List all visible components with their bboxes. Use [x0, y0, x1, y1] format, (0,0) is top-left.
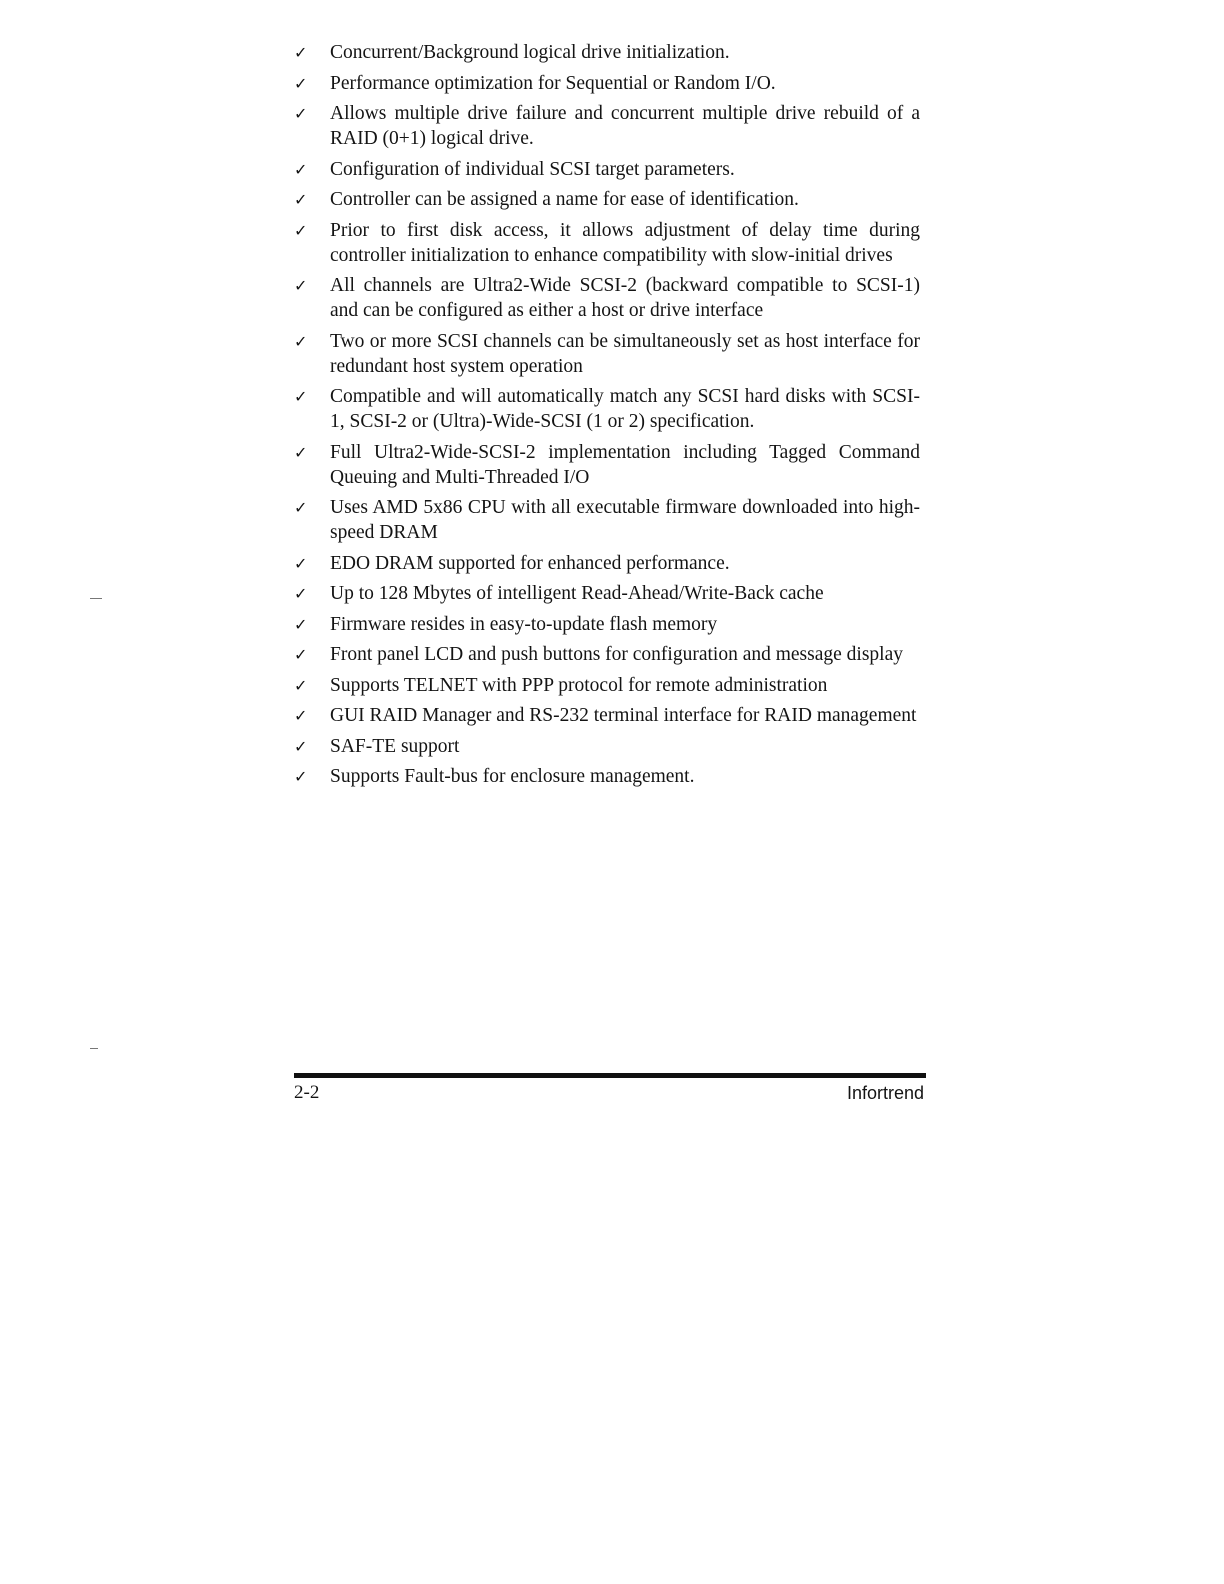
feature-item	[294, 187, 920, 212]
checkmark-icon: ✓	[294, 159, 308, 179]
feature-item	[294, 218, 920, 268]
feature-text: Controller can be assigned a name for ease of identification.	[330, 189, 799, 210]
feature-item	[294, 703, 920, 728]
feature-item	[294, 734, 920, 759]
feature-text: Concurrent/Background logical drive initialization.	[330, 42, 730, 63]
feature-item	[294, 581, 920, 606]
checkmark-icon: ✓	[294, 553, 308, 573]
scan-speck	[90, 1048, 98, 1049]
checkmark-icon: ✓	[294, 387, 308, 406]
feature-item	[294, 612, 920, 637]
feature-text: EDO DRAM supported for enhanced performance.	[330, 552, 730, 574]
feature-item	[294, 273, 920, 323]
checkmark-icon: ✓	[294, 43, 308, 62]
feature-text: Allows multiple drive failure and concurrent multiple drive rebuild of a RAID (0+1) logical drive.	[330, 103, 920, 149]
feature-item	[294, 764, 920, 789]
feature-text: Two or more SCSI channels can be simultaneously set as host interface for redundant host system operation	[330, 330, 920, 377]
checkmark-icon: ✓	[294, 645, 308, 664]
checkmark-icon: ✓	[294, 331, 308, 351]
checkmark-icon: ✓	[294, 706, 308, 725]
checkmark-icon: ✓	[294, 442, 308, 462]
checkmark-icon: ✓	[294, 584, 308, 603]
checkmark-icon: ✓	[294, 498, 308, 517]
feature-item	[294, 40, 920, 65]
feature-text: Configuration of individual SCSI target parameters.	[330, 158, 735, 180]
feature-text: GUI RAID Manager and RS-232 terminal interface for RAID management	[330, 705, 917, 726]
checkmark-icon: ✓	[294, 73, 308, 93]
feature-item	[294, 157, 920, 182]
feature-item	[294, 440, 920, 490]
feature-text: Prior to first disk access, it allows adjustment of delay time during controller initialization to enhance compatibility with slow-initial drives	[330, 219, 920, 266]
feature-text: Compatible and will automatically match any SCSI hard disks with SCSI-1, SCSI-2 or (Ultra)-Wide-SCSI (1 or 2) specification.	[330, 386, 920, 432]
feature-text: Up to 128 Mbytes of intelligent Read-Ahead/Write-Back cache	[330, 583, 824, 604]
checkmark-icon: ✓	[294, 614, 308, 634]
feature-item	[294, 642, 920, 667]
checkmark-icon: ✓	[294, 276, 308, 295]
checkmark-icon: ✓	[294, 736, 308, 756]
feature-text: Full Ultra2-Wide-SCSI-2 implementation including Tagged Command Queuing and Multi-Threaded I/O	[330, 441, 920, 488]
checkmark-icon: ✓	[294, 767, 308, 786]
feature-text: Firmware resides in easy-to-update flash memory	[330, 613, 718, 635]
feature-item	[294, 384, 920, 434]
scan-speck	[90, 598, 102, 599]
feature-item	[294, 71, 920, 96]
page-number: 2-2	[294, 1082, 320, 1103]
footer-brand: Infortrend	[846, 1083, 924, 1103]
footer-rule	[294, 1073, 926, 1078]
feature-item	[294, 551, 920, 576]
feature-list	[294, 40, 920, 795]
feature-text: Performance optimization for Sequential or Random I/O.	[330, 72, 776, 94]
feature-item	[294, 673, 920, 698]
checkmark-icon: ✓	[294, 220, 308, 240]
checkmark-icon: ✓	[294, 190, 308, 209]
feature-text: Uses AMD 5x86 CPU with all executable firmware downloaded into high-speed DRAM	[330, 497, 920, 543]
feature-text: Supports Fault-bus for enclosure management.	[330, 766, 695, 787]
feature-item	[294, 329, 920, 379]
feature-text: Front panel LCD and push buttons for configuration and message display	[330, 644, 903, 665]
feature-text: Supports TELNET with PPP protocol for remote administration	[330, 674, 828, 696]
feature-item	[294, 495, 920, 545]
feature-text: All channels are Ultra2-Wide SCSI-2 (backward compatible to SCSI-1) and can be configured as either a host or drive interface	[330, 275, 920, 321]
checkmark-icon: ✓	[294, 675, 308, 695]
checkmark-icon: ✓	[294, 104, 308, 123]
feature-item	[294, 101, 920, 151]
feature-text: SAF-TE support	[330, 735, 460, 757]
